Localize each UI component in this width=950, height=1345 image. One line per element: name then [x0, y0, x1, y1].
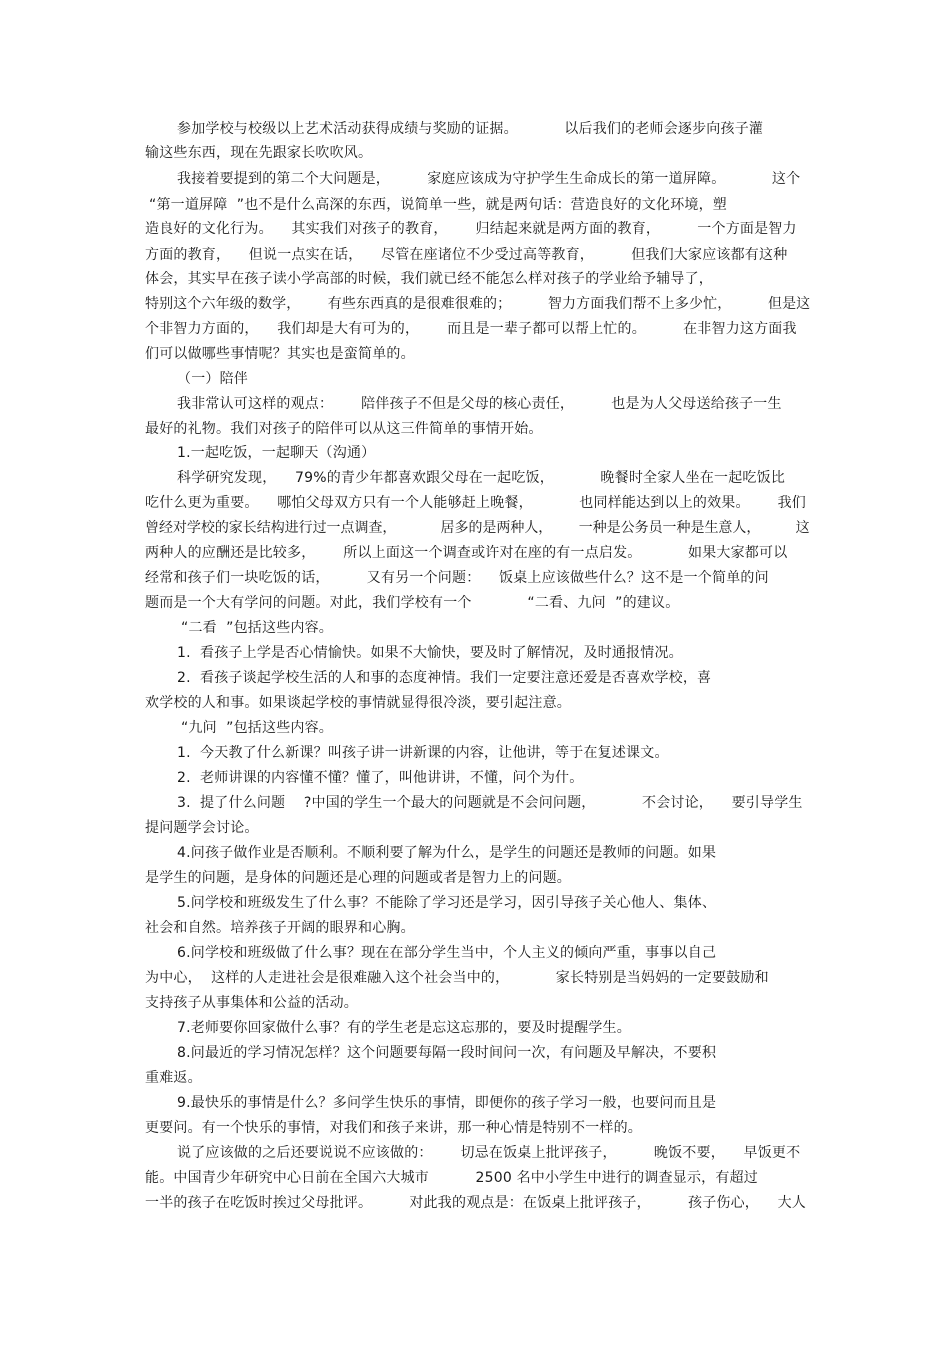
- text-line: 支持孩子从事集体和公益的活动。: [145, 995, 358, 1011]
- text-line: “二看 ”包括这些内容。: [181, 620, 334, 636]
- text-line: 吃什么更为重要。 哪怕父母双方只有一个人能够赶上晚餐， 也同样能达到以上的效果。 我们: [145, 495, 807, 511]
- list-item: 9.最快乐的事情是什么？多问学生快乐的事情，即便你的孩子学习一般，也要问而且是: [177, 1095, 717, 1111]
- text-line: 我接着要提到的第二个大问题是， 家庭应该成为守护学生生命成长的第一道屏障。 这个: [177, 171, 801, 187]
- text-line: 说了应该做的之后还要说说不应该做的： 切忌在饭桌上批评孩子， 晚饭不要， 早饭更不: [177, 1145, 801, 1161]
- text-line: 参加学校与校级以上艺术活动获得成绩与奖励的证据。 以后我们的老师会逐步向孩子灌: [177, 121, 764, 137]
- list-item: 1. 今天教了什么新课？叫孩子讲一讲新课的内容，让他讲，等于在复述课文。: [177, 745, 669, 761]
- text-line: 体会，其实早在孩子读小学高部的时候，我们就已经不能怎么样对孩子的学业给予辅导了，: [145, 271, 713, 287]
- text-line: 为中心， 这样的人走进社会是很难融入这个社会当中的， 家长特别是当妈妈的一定要鼓励和: [145, 970, 769, 986]
- section-heading: （一）陪伴: [177, 371, 248, 387]
- text-line: 最好的礼物。我们对孩子的陪伴可以从这三件简单的事情开始。: [145, 421, 543, 437]
- list-item: 7.老师要你回家做什么事？有的学生老是忘这忘那的，要及时提醒学生。: [177, 1020, 631, 1036]
- text-line: 我非常认可这样的观点： 陪伴孩子不但是父母的核心责任， 也是为人父母送给孩子一生: [177, 396, 782, 412]
- text-line: 重难返。: [145, 1070, 202, 1086]
- list-item: 2. 看孩子谈起学校生活的人和事的态度神情。我们一定要注意还爱是否喜欢学校，喜: [177, 670, 712, 686]
- text-line: “九问 ”包括这些内容。: [181, 720, 334, 736]
- text-line: 是学生的问题，是身体的问题还是心理的问题或者是智力上的问题。: [145, 870, 571, 886]
- text-line: 一半的孩子在吃饭时挨过父母批评。 对此我的观点是：在饭桌上批评孩子， 孩子伤心， 大人: [145, 1195, 807, 1211]
- text-line: 题而是一个大有学问的问题。对此，我们学校有一个 “二看、九问 ”的建议。: [145, 595, 680, 611]
- list-item: 4.问孩子做作业是否顺利。不顺利要了解为什么，是学生的问题还是教师的问题。如果: [177, 845, 717, 861]
- text-line: 方面的教育， 但说一点实在话， 尽管在座诸位不少受过高等教育， 但我们大家应该都有这种: [145, 247, 788, 263]
- text-line: 们可以做哪些事情呢？其实也是蛮简单的。: [145, 346, 415, 362]
- list-item: 1. 看孩子上学是否心情愉快。如果不大愉快，要及时了解情况，及时通报情况。: [177, 645, 683, 661]
- text-line: 社会和自然。培养孩子开阔的眼界和心胸。: [145, 920, 415, 936]
- text-line: 提问题学会讨论。: [145, 820, 259, 836]
- text-line: 更要问。有一个快乐的事情，对我们和孩子来讲，那一种心情是特别不一样的。: [145, 1120, 642, 1136]
- list-item: 3. 提了什么问题 ?中国的学生一个最大的问题就是不会问问题， 不会讨论， 要引导学生: [177, 795, 803, 811]
- text-line: “第一道屏障 ”也不是什么高深的东西，说简单一些，就是两句话：营造良好的文化环境，塑: [149, 197, 728, 213]
- text-line: 曾经对学校的家长结构进行过一点调查， 居多的是两种人， 一种是公务员一种是生意人， 这: [145, 520, 810, 536]
- list-item: 8.问最近的学习情况怎样？这个问题要每隔一段时间问一次，有问题及早解决，不要积: [177, 1045, 717, 1061]
- text-line: 欢学校的人和事。如果谈起学校的事情就显得很冷淡，要引起注意。: [145, 695, 571, 711]
- text-line: 输这些东西，现在先跟家长吹吹风。: [145, 145, 373, 161]
- text-line: 能。中国青少年研究中心日前在全国六大城市 2500 名中小学生中进行的调查显示，有超过: [145, 1170, 758, 1186]
- text-line: 科学研究发现， 79%的青少年都喜欢跟父母在一起吃饭， 晚餐时全家人坐在一起吃饭比: [177, 470, 786, 486]
- subsection-heading: 1.一起吃饭，一起聊天（沟通）: [177, 445, 376, 461]
- text-line: 两种人的应酬还是比较多， 所以上面这一个调查或许对在座的有一点启发。 如果大家都可以: [145, 545, 788, 561]
- text-line: 造良好的文化行为。 其实我们对孩子的教育， 归结起来就是两方面的教育， 一个方面是智力: [145, 221, 797, 237]
- text-line: 特别这个六年级的数学， 有些东西真的是很难很难的； 智力方面我们帮不上多少忙， 但是这: [145, 296, 811, 312]
- list-item: 5.问学校和班级发生了什么事？不能除了学习还是学习，因引导孩子关心他人、集体、: [177, 895, 717, 911]
- list-item: 6.问学校和班级做了什么事？现在在部分学生当中，个人主义的倾向严重，事事以自己: [177, 945, 717, 961]
- text-line: 经常和孩子们一块吃饭的话， 又有另一个问题： 饭桌上应该做些什么？这不是一个简单的问: [145, 570, 769, 586]
- list-item: 2. 老师讲课的内容懂不懂？懂了，叫他讲讲，不懂，问个为什。: [177, 770, 584, 786]
- text-line: 个非智力方面的， 我们却是大有可为的， 而且是一辈子都可以帮上忙的。 在非智力这方面我: [145, 321, 797, 337]
